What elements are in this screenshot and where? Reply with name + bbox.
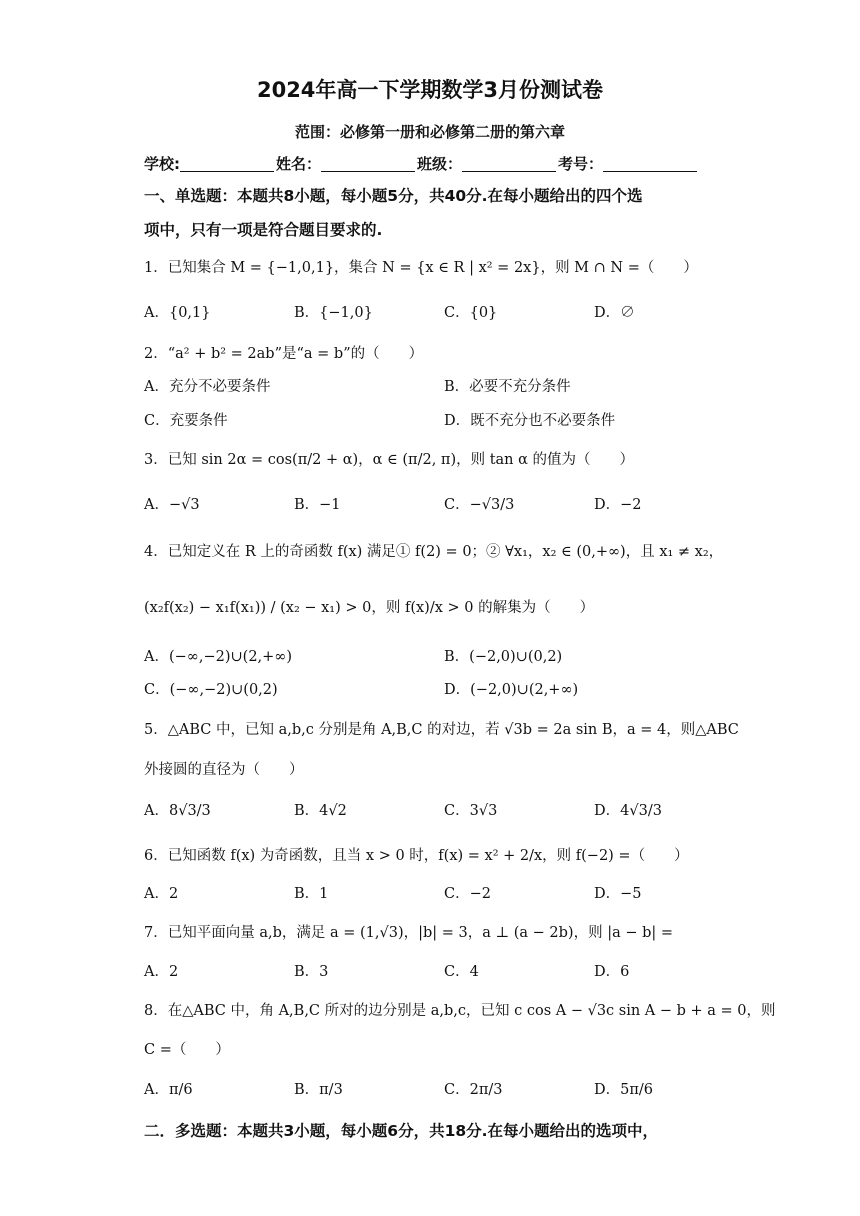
q2-option-c[interactable]: C．充要条件 [144,413,228,429]
q8-option-b[interactable]: B．π/3 [294,1082,343,1098]
section1-heading-line1: 一、单选题：本题共8小题，每小题5分，共40分.在每小题给出的四个选 [144,187,643,205]
section1-heading-line2: 项中，只有一项是符合题目要求的. [144,221,383,239]
class-blank[interactable] [462,155,556,172]
school-blank[interactable] [180,155,274,172]
q5-option-d[interactable]: D．4√3/3 [594,803,662,819]
q5-option-c[interactable]: C．3√3 [444,803,498,819]
q1-option-c[interactable]: C．{0} [444,305,498,321]
number-blank[interactable] [603,155,697,172]
q8-option-d[interactable]: D．5π/6 [594,1082,654,1098]
question-3-stem: 3．已知 sin 2α = cos(π/2 + α)，α ∈ (π/2, π)，则 tan α 的值为（ ） [144,452,635,468]
q2-option-b[interactable]: B．必要不充分条件 [444,379,571,395]
q3-option-c[interactable]: C．−√3/3 [444,497,515,513]
q7-option-b[interactable]: B．3 [294,964,329,980]
q7-option-a[interactable]: A．2 [144,964,179,980]
q2-option-d[interactable]: D．既不充分也不必要条件 [444,413,616,429]
q6-option-b[interactable]: B．1 [294,886,329,902]
q3-option-b[interactable]: B．−1 [294,497,341,513]
section2-heading-line1: 二．多选题：本题共3小题，每小题6分，共18分.在每小题给出的选项中， [144,1122,659,1140]
question-5-stem-line1: 5．△ABC 中，已知 a,b,c 分别是角 A,B,C 的对边，若 √3b = 2a sin B，a = 4，则△ABC [144,722,739,738]
q1-option-b[interactable]: B．{−1,0} [294,305,373,321]
name-blank[interactable] [321,155,415,172]
question-8-stem-line2: C =（ ） [144,1042,230,1058]
name-label: 姓名： [276,155,322,173]
header-fields [144,153,699,174]
question-7-stem: 7．已知平面向量 a,b，满足 a = (1,√3)，|b| = 3，a ⊥ (a − 2b)，则 |a − b| = [144,925,674,941]
q3-option-d[interactable]: D．−2 [594,497,642,513]
q3-option-a[interactable]: A．−√3 [144,497,200,513]
q1-option-a[interactable]: A．{0,1} [144,305,211,321]
question-4-stem-line2: (x₂f(x₂) − x₁f(x₁)) / (x₂ − x₁) > 0，则 f(x)/x > 0 的解集为（ ） [144,600,595,616]
number-label: 考号： [558,155,604,173]
question-1-stem: 1．已知集合 M = {−1,0,1}，集合 N = {x ∈ R | x² = 2x}，则 M ∩ N =（ ） [144,260,698,276]
q4-option-d[interactable]: D．(−2,0)∪(2,+∞) [444,682,579,698]
q6-option-c[interactable]: C．−2 [444,886,491,902]
q6-option-a[interactable]: A．2 [144,886,179,902]
q4-option-b[interactable]: B．(−2,0)∪(0,2) [444,649,563,665]
page-title: 2024年高一下学期数学3月份测试卷 [256,78,604,102]
q2-option-a[interactable]: A．充分不必要条件 [144,379,271,395]
q6-option-d[interactable]: D．−5 [594,886,642,902]
q1-option-d[interactable]: D．∅ [594,305,635,321]
class-label: 班级： [417,155,463,173]
scope-subtitle: 范围：必修第一册和必修第二册的第六章 [294,123,565,141]
q5-option-a[interactable]: A．8√3/3 [144,803,211,819]
q8-option-a[interactable]: A．π/6 [144,1082,193,1098]
q7-option-d[interactable]: D．6 [594,964,630,980]
question-6-stem: 6．已知函数 f(x) 为奇函数，且当 x > 0 时，f(x) = x² + 2/x，则 f(−2) =（ ） [144,848,689,864]
q7-option-c[interactable]: C．4 [444,964,479,980]
question-8-stem-line1: 8．在△ABC 中，角 A,B,C 所对的边分别是 a,b,c，已知 c cos A − √3c sin A − b + a = 0，则 [144,1003,776,1019]
q4-option-c[interactable]: C．(−∞,−2)∪(0,2) [144,682,278,698]
school-label: 学校: [144,155,180,173]
question-4-stem-line1: 4．已知定义在 R 上的奇函数 f(x) 满足① f(2) = 0；② ∀x₁，x₂ ∈ (0,+∞)，且 x₁ ≠ x₂， [144,544,724,560]
q8-option-c[interactable]: C．2π/3 [444,1082,503,1098]
question-2-stem: 2．“a² + b² = 2ab”是“a = b”的（ ） [144,346,424,362]
question-5-stem-line2: 外接圆的直径为（ ） [144,762,304,778]
q5-option-b[interactable]: B．4√2 [294,803,347,819]
q4-option-a[interactable]: A．(−∞,−2)∪(2,+∞) [144,649,293,665]
